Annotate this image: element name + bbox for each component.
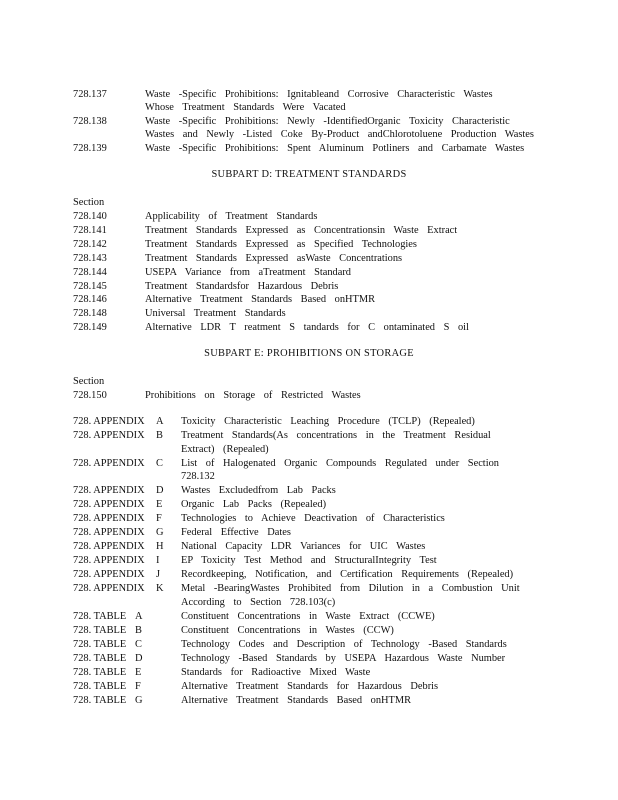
appendix-title-line: According to Section 728.103(c) xyxy=(181,597,336,608)
section-title: Alternative LDR T reatment S tandards for C ontaminated S oil xyxy=(145,322,469,333)
table-code: 728. TABLE xyxy=(73,667,127,678)
appendix-code: 728. APPENDIX xyxy=(73,430,145,441)
appendix-letter: H xyxy=(156,541,164,552)
table-code: 728. TABLE xyxy=(73,639,127,650)
section-title: Treatment Standards Expressed as Concentrationsin Waste Extract xyxy=(145,225,458,236)
table-title: Technology -Based Standards by USEPA Hazardous Waste Number xyxy=(181,653,506,664)
section-title-line: Wastes and Newly -Listed Coke By-Product andChlorotoluene Production Wastes xyxy=(145,129,534,140)
section-number: 728.150 xyxy=(73,390,107,401)
appendix-title-line: List of Halogenated Organic Compounds Regulated under Section xyxy=(181,458,499,469)
section-number: 728.142 xyxy=(73,239,107,250)
table-letter: A xyxy=(135,611,143,622)
section-number: 728.140 xyxy=(73,211,107,222)
table-code: 728. TABLE xyxy=(73,695,127,706)
table-letter: C xyxy=(135,639,142,650)
appendix-title-line: National Capacity LDR Variances for UIC Wastes xyxy=(181,541,426,552)
section-label: Section xyxy=(73,197,105,208)
section-title: Treatment Standards Expressed as Specified Technologies xyxy=(145,239,417,250)
appendix-code: 728. APPENDIX xyxy=(73,513,145,524)
table-title: Alternative Treatment Standards Based onHTMR xyxy=(181,695,412,706)
appendix-code: 728. APPENDIX xyxy=(73,583,145,594)
appendix-code: 728. APPENDIX xyxy=(73,541,145,552)
appendix-title-line: Technologies to Achieve Deactivation of Characteristics xyxy=(181,513,445,524)
appendix-code: 728. APPENDIX xyxy=(73,527,145,538)
section-number: 728.145 xyxy=(73,281,107,292)
table-title: Alternative Treatment Standards for Hazardous Debris xyxy=(181,681,439,692)
section-title-line: Waste -Specific Prohibitions: Newly -IdentifiedOrganic Toxicity Characteristic xyxy=(145,116,510,127)
appendix-letter: J xyxy=(156,569,161,580)
appendix-letter: I xyxy=(156,555,160,566)
appendix-code: 728. APPENDIX xyxy=(73,569,145,580)
appendix-title-line: EP Toxicity Test Method and StructuralIntegrity Test xyxy=(181,555,437,566)
appendix-letter: D xyxy=(156,485,164,496)
section-title: Prohibitions on Storage of Restricted Wastes xyxy=(145,390,361,401)
section-label: Section xyxy=(73,376,105,387)
table-letter: B xyxy=(135,625,142,636)
section-number: 728.138 xyxy=(73,116,107,127)
table-title: Constituent Concentrations in Waste Extract (CCWE) xyxy=(181,611,435,622)
table-code: 728. TABLE xyxy=(73,681,127,692)
section-title-line: Whose Treatment Standards Were Vacated xyxy=(145,102,346,113)
appendix-letter: G xyxy=(156,527,164,538)
appendix-code: 728. APPENDIX xyxy=(73,555,145,566)
section-title: Universal Treatment Standards xyxy=(145,308,286,319)
section-number: 728.149 xyxy=(73,322,107,333)
table-code: 728. TABLE xyxy=(73,625,127,636)
section-number: 728.141 xyxy=(73,225,107,236)
appendix-title-line: Recordkeeping, Notification, and Certification Requirements (Repealed) xyxy=(181,569,514,580)
appendix-title-line: Organic Lab Packs (Repealed) xyxy=(181,499,327,510)
section-number: 728.146 xyxy=(73,294,107,305)
section-title: Treatment Standards Expressed asWaste Concentrations xyxy=(145,253,403,264)
appendix-letter: B xyxy=(156,430,163,441)
section-number: 728.144 xyxy=(73,267,107,278)
section-number: 728.137 xyxy=(73,89,107,100)
appendix-title-line: 728.132 xyxy=(181,471,215,482)
subpart-e-heading: SUBPART E: PROHIBITIONS ON STORAGE xyxy=(204,348,414,359)
subpart-d-heading: SUBPART D: TREATMENT STANDARDS xyxy=(211,169,407,180)
appendix-title-line: Federal Effective Dates xyxy=(181,527,291,538)
table-code: 728. TABLE xyxy=(73,653,127,664)
appendix-code: 728. APPENDIX xyxy=(73,485,145,496)
appendix-code: 728. APPENDIX xyxy=(73,499,145,510)
appendix-letter: K xyxy=(156,583,164,594)
table-code: 728. TABLE xyxy=(73,611,127,622)
section-number: 728.148 xyxy=(73,308,107,319)
appendix-title-line: Toxicity Characteristic Leaching Procedure (TCLP) (Repealed) xyxy=(181,416,475,427)
table-title: Technology Codes and Description of Technology -Based Standards xyxy=(181,639,507,650)
section-title: Alternative Treatment Standards Based onHTMR xyxy=(145,294,376,305)
section-title-line: Waste -Specific Prohibitions: Ignitableand Corrosive Characteristic Wastes xyxy=(145,89,493,100)
appendix-code: 728. APPENDIX xyxy=(73,458,145,469)
appendix-letter: E xyxy=(156,499,163,510)
appendix-letter: A xyxy=(156,416,164,427)
table-letter: G xyxy=(135,695,143,706)
table-title: Standards for Radioactive Mixed Waste xyxy=(181,667,371,678)
table-letter: E xyxy=(135,667,142,678)
section-number: 728.139 xyxy=(73,143,107,154)
section-number: 728.143 xyxy=(73,253,107,264)
table-title: Constituent Concentrations in Wastes (CCW) xyxy=(181,625,394,636)
table-letter: D xyxy=(135,653,143,664)
appendix-letter: C xyxy=(156,458,163,469)
section-title: Treatment Standardsfor Hazardous Debris xyxy=(145,281,339,292)
appendix-letter: F xyxy=(156,513,162,524)
appendix-title-line: Extract) (Repealed) xyxy=(181,444,269,455)
table-letter: F xyxy=(135,681,141,692)
appendix-title-line: Metal -BearingWastes Prohibited from Dilution in a Combustion Unit xyxy=(181,583,520,594)
section-title: USEPA Variance from aTreatment Standard xyxy=(145,267,352,278)
section-title: Applicability of Treatment Standards xyxy=(145,211,318,222)
appendix-title-line: Treatment Standards(As concentrations in the Treatment Residual xyxy=(181,430,491,441)
appendix-title-line: Wastes Excludedfrom Lab Packs xyxy=(181,485,336,496)
appendix-code: 728. APPENDIX xyxy=(73,416,145,427)
section-title-line: Waste -Specific Prohibitions: Spent Aluminum Potliners and Carbamate Wastes xyxy=(145,143,525,154)
